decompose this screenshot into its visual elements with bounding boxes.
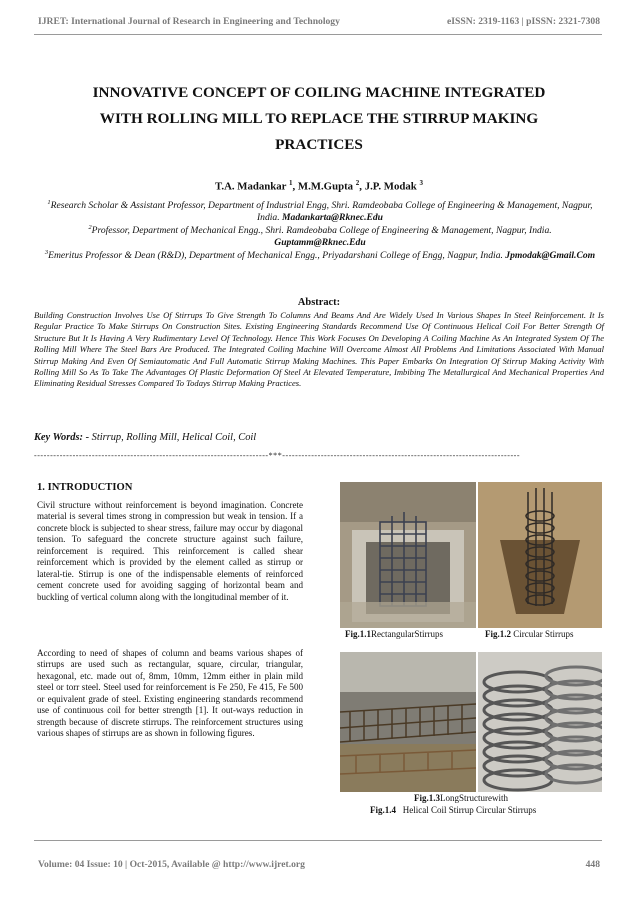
running-header <box>38 16 600 27</box>
figure-1-4-helical-coil-photo <box>478 652 602 792</box>
keywords <box>34 432 604 443</box>
issn: eISSN: 2319-1163 | pISSN: 2321-7308 <box>447 16 600 27</box>
caption-fig-1-3-label: Fig.1.3 <box>414 793 440 803</box>
author-1: T.A. Madankar <box>214 180 287 193</box>
affiliation-1-text: Research Scholar & Assistant Professor, Department of Industrial Engg, Shri. Ramdeobaba College of Engineering & Management, Nagpur, India. <box>50 200 593 224</box>
journal-name: IJRET: International Journal of Research in Engineering and Technology <box>38 16 340 27</box>
caption-fig-1-3 <box>414 793 508 803</box>
affiliation-1-sup: 1 <box>47 199 51 206</box>
caption-fig-1-4-text: Helical Coil Stirrup Circular Stirrups <box>402 805 537 815</box>
caption-fig-1-1-text: RectangularStirrups <box>371 629 443 639</box>
page-number: 448 <box>585 859 600 870</box>
author-1-sup: 1 <box>288 179 293 187</box>
author-3: J.P. Modak <box>364 180 417 193</box>
title-line-1: INNOVATIVE CONCEPT OF COILING MACHINE INTEGRATED <box>92 84 546 101</box>
intro-paragraph-1: Civil structure without reinforcement is beyond imagination. Concrete material is several times strong in compression but weak in tension. If a concrete block is subjected to shear stress, failure may occur by diagonal tension. To safeguard the concrete structure against such failure, reinforcement is required. This reinforcement is called shear reinforcement which is provided by the element called as stirrup or lateral-tie. Stirrup is one of the indispensable elements of reinforced cement concrete used for avoiding sagging of horizontal beam and buckling of vertical column along with the longitudinal member of it. <box>37 500 303 602</box>
affiliation-3-sup: 3 <box>44 249 49 256</box>
affiliation-1-email[interactable]: Madankarta@Rknec.Edu <box>282 212 384 224</box>
title-line-2: WITH ROLLING MILL TO REPLACE THE STIRRUP MAKING <box>99 110 539 127</box>
abstract-heading: Abstract: <box>297 297 341 308</box>
figure-1-3-long-structure-photo <box>340 652 476 792</box>
helical-coil-illustration <box>478 652 602 792</box>
affiliation-2-sup: 2 <box>88 224 92 231</box>
abstract-text: Building Construction Involves Use Of Stirrups To Give Strength To Columns And Beams And Are Widely Used In Various Shapes In Steel Reinforcement. It Is Regular Practice To Make Stirrups On Construction Sites. Existing Engineering Standards Recommend Use Of Continuous Helical Coil For Better Strength Of Structure But It Is Having A Very Rudimentary Level Of Technology. Hence This Work Focuses On Developing A Coiling Machine As An Integrated System Of The Rolling Mill Where The Steel Bars Are Produced. The Integrated Coiling Machine Will Overcome Almost All Problems And Limitations Associated With Manual Stirrup Making And Even Of Semiautomatic And Full Automatic Stirrup Making Machines. This Paper Embarks On Integration Of Stirrup Making Activity With Rolling Mill So As To Take The Advantages Of Plastic Deformation Of Steel At Elevated Temperature, Imbibing The Metallurgical And Mechanical Properties And Eliminating Residual Stresses Compared To Todays Stirrup Making Practices. <box>34 310 604 389</box>
affiliation-2-text: Professor, Department of Mechanical Engg., Shri. Ramdeobaba College of Engineering & Management, Nagpur, India. <box>91 225 552 237</box>
caption-fig-1-1-label: Fig.1.1 <box>345 629 371 639</box>
affiliation-3-email[interactable]: Jpmodak@Gmail.Com <box>505 250 596 262</box>
figure-1-1-rectangular-stirrups-photo <box>340 482 476 628</box>
keywords-text: Stirrup, Rolling Mill, Helical Coil, Coil <box>91 432 257 443</box>
author-2: M.M.Gupta <box>297 180 354 193</box>
figure-1-2-circular-stirrups-photo <box>478 482 602 628</box>
caption-fig-1-3-text: LongStructurewith <box>440 793 508 803</box>
circular-stirrups-illustration <box>478 482 602 628</box>
affiliation-3 <box>44 247 596 262</box>
affiliation-2-email[interactable]: Guptamm@Rknec.Edu <box>274 237 366 249</box>
author-2-sup: 2 <box>355 179 360 187</box>
affiliation-1 <box>44 197 596 225</box>
keywords-label: Key Words: - <box>34 432 90 443</box>
caption-fig-1-2-label: Fig.1.2 <box>485 629 511 639</box>
caption-fig-1-4 <box>370 805 536 815</box>
authors: T.A. Madankar $^1$, M.M.Gupta $^2$, J.P. Modak $^3$ <box>214 179 423 193</box>
author-3-sup: 3 <box>419 179 423 187</box>
affiliation-2 <box>44 222 596 250</box>
running-footer <box>38 859 600 870</box>
caption-fig-1-2 <box>485 629 574 639</box>
title-line-3: PRACTICES <box>275 136 363 153</box>
long-structure-illustration <box>340 652 476 792</box>
paper-title <box>40 80 598 158</box>
footer-rule <box>34 840 602 841</box>
affiliation-3-text: Emeritus Professor & Dean (R&D), Department of Mechanical Engg., Priyadarshani College of Engg, Nagpur, India. <box>48 250 503 262</box>
volume-info: Volume: 04 Issue: 10 | Oct-2015, Available @ http://www.ijret.org <box>38 859 305 870</box>
header-rule <box>34 34 602 35</box>
caption-fig-1-4-label: Fig.1.4 <box>370 805 396 815</box>
section-heading: 1. INTRODUCTION <box>37 482 133 493</box>
rectangular-stirrups-illustration <box>340 482 476 628</box>
intro-paragraph-2: According to need of shapes of column and beams various shapes of stirrups are used such as rectangular, square, circular, triangular, hexagonal, etc. made out of, 8mm, 10mm, 12mm either in plain mild steel or torr steel. Steel used for reinforcement is Fe 250, Fe 415, Fe 500 or equivalent grade of steel. Existing engineering standards recommend use of continuous coil for better strength [1]. It out-ways reduction in strength because of discrete stirrups. The reinforcement structures using various shapes of stirrups are as shown in following figures. <box>37 648 303 739</box>
caption-fig-1-1 <box>345 629 443 639</box>
separator-line: -------------------------------------------------------------------------***-------------------------------------------------------------------------- <box>34 451 521 460</box>
caption-fig-1-2-text: Circular Stirrups <box>511 629 574 639</box>
